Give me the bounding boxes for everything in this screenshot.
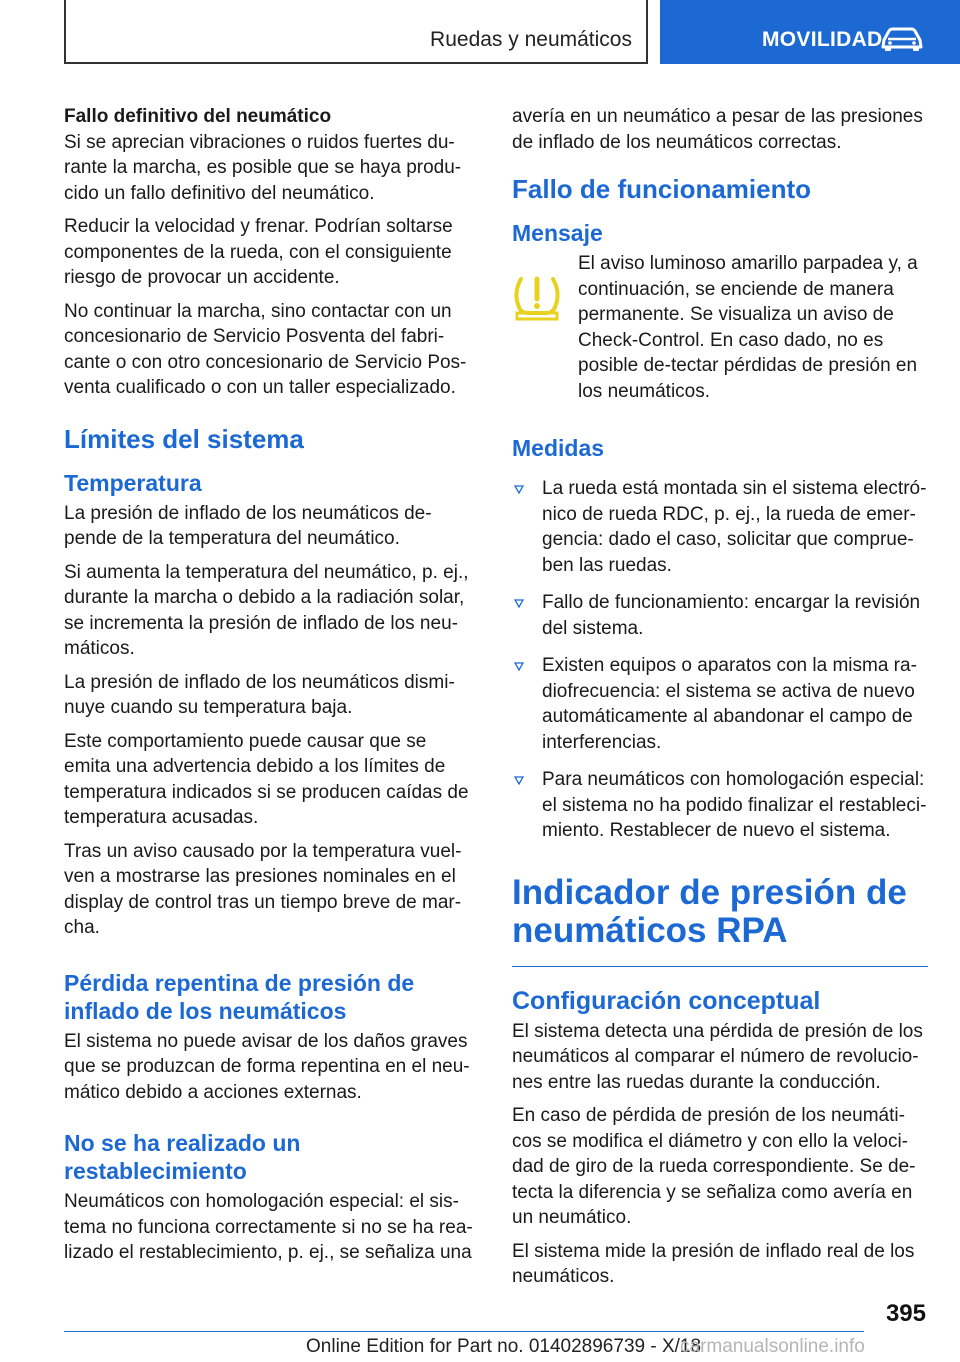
chapter-tab[interactable]	[660, 0, 960, 64]
configuracion-heading: Configuración conceptual	[512, 986, 821, 1015]
fallo-funcionamiento-heading: Fallo de funcionamiento	[512, 174, 812, 204]
temperatura-paragraph-2: Si aumenta la temperatura del neumático, p. ej., durante la marcha o debido a la radiación solar, se incrementa la presión de inflado de los neu-máticos.	[64, 561, 469, 659]
section-header-box	[64, 0, 648, 64]
configuracion-paragraph-3: El sistema mide la presión de inflado real de los neumáticos.	[512, 1240, 915, 1287]
section-title: Ruedas y neumáticos	[430, 28, 632, 51]
medida-text: Para neumáticos con homologación especial: el sistema no ha podido finalizar el restableci-miento. Restablecer de nuevo el sistema.	[542, 769, 927, 841]
fallo-definitivo-heading: Fallo definitivo del neumático	[64, 106, 332, 127]
configuracion-paragraph-1: El sistema detecta una pérdida de presión de los neumáticos al comparar el número de revolucio-nes entre las ruedas durante la conducción.	[512, 1020, 923, 1093]
fallo-paragraph-2: Reducir la velocidad y frenar. Podrían soltarse componentes de la rueda, con el consiguiente riesgo de provocar un accidente.	[64, 216, 453, 288]
list-item	[512, 767, 928, 844]
temperatura-paragraph-1: La presión de inflado de los neumáticos de-pende de la temperatura del neumático.	[64, 502, 432, 549]
perdida-heading: Pérdida repentina de presión de inflado de los neumáticos	[64, 969, 415, 1024]
chapter-tab-label: MOVILIDAD	[762, 28, 883, 51]
right-column	[512, 104, 928, 1298]
medidas-heading: Medidas	[512, 435, 605, 461]
restablecimiento-heading: No se ha realizado un restablecimiento	[64, 1130, 301, 1184]
medida-text: Fallo de funcionamiento: encargar la revisión del sistema.	[542, 592, 921, 639]
fallo-paragraph-3: No continuar la marcha, sino contactar con un concesionario de Servicio Posventa del fabri-cante o con otro concesionario de Servicio Pos-venta cualificado o con un taller especializado.	[64, 300, 467, 398]
perdida-paragraph: El sistema no puede avisar de los daños graves que se produzcan de forma repentina en el neu-mático debido a acciones externas.	[64, 1030, 470, 1103]
edition-footer: Online Edition for Part no. 01402896739 - X/18	[306, 1336, 702, 1357]
medidas-list	[512, 476, 928, 844]
list-item	[512, 590, 928, 641]
temperatura-paragraph-5: Tras un aviso causado por la temperatura vuel-ven a mostrarse las presiones nominales en el display de control tras un tiempo breve de mar-cha.	[64, 840, 462, 938]
triangle-bullet-icon	[514, 485, 524, 494]
medida-text: Existen equipos o aparatos con la misma ra-diofrecuencia: el sistema se activa de nuevo automáticamente al abandonar el campo de interferencias.	[542, 655, 917, 753]
car-icon	[880, 26, 924, 52]
temperatura-paragraph-3: La presión de inflado de los neumáticos dismi-nuye cuando su temperatura baja.	[64, 671, 455, 718]
restablecimiento-paragraph: Neumáticos con homologación especial: el sis-tema no funciona correctamente si no se ha rea-lizado el restablecimiento, p. ej., se señaliza una	[64, 1191, 473, 1263]
left-column	[64, 104, 476, 1274]
footer-divider	[64, 1331, 864, 1332]
heading-divider	[512, 966, 928, 967]
page-number: 395	[885, 1300, 926, 1327]
medida-text: La rueda está montada sin el sistema electró-nico de rueda RDC, p. ej., la rueda de emer-gencia: dado el caso, solicitar que comprue-ben las ruedas.	[542, 478, 927, 576]
temperatura-heading: Temperatura	[64, 469, 202, 496]
list-item	[512, 653, 928, 755]
rpa-heading: Indicador de presión de neumáticos RPA	[512, 872, 907, 950]
configuracion-paragraph-2: En caso de pérdida de presión de los neumáti-cos se modifica el diámetro y con ello la veloci-dad de giro de la rueda correspondiente. Se de-tecta la diferencia y se señaliza como avería en un neumático.	[512, 1105, 916, 1228]
mensaje-block	[512, 251, 928, 404]
limites-heading: Límites del sistema	[64, 423, 304, 454]
triangle-bullet-icon	[514, 599, 524, 608]
tire-pressure-warning-icon	[512, 273, 562, 321]
fallo-paragraph-1: Si se aprecian vibraciones o ruidos fuertes du-rante la marcha, es posible que se haya produ-cido un fallo definitivo del neumático.	[64, 131, 462, 204]
temperatura-paragraph-4: Este comportamiento puede causar que se emita una advertencia debido a los límites de temperatura indicados si se producen caídas de temperatura acusadas.	[64, 730, 469, 828]
page-header	[0, 0, 960, 66]
list-item	[512, 476, 928, 578]
mensaje-paragraph: El aviso luminoso amarillo parpadea y, a continuación, se enciende de manera permanente. Se visualiza un aviso de Check-Control. En caso dado, no es posible de-tectar pérdidas de presión en los neumáticos.	[578, 253, 918, 402]
continued-paragraph: avería en un neumático a pesar de las presiones de inflado de los neumáticos correctas.	[512, 106, 923, 153]
triangle-bullet-icon	[514, 776, 524, 785]
triangle-bullet-icon	[514, 662, 524, 671]
mensaje-heading: Mensaje	[512, 220, 603, 246]
watermark: carmanualsonline.info	[680, 1336, 865, 1357]
